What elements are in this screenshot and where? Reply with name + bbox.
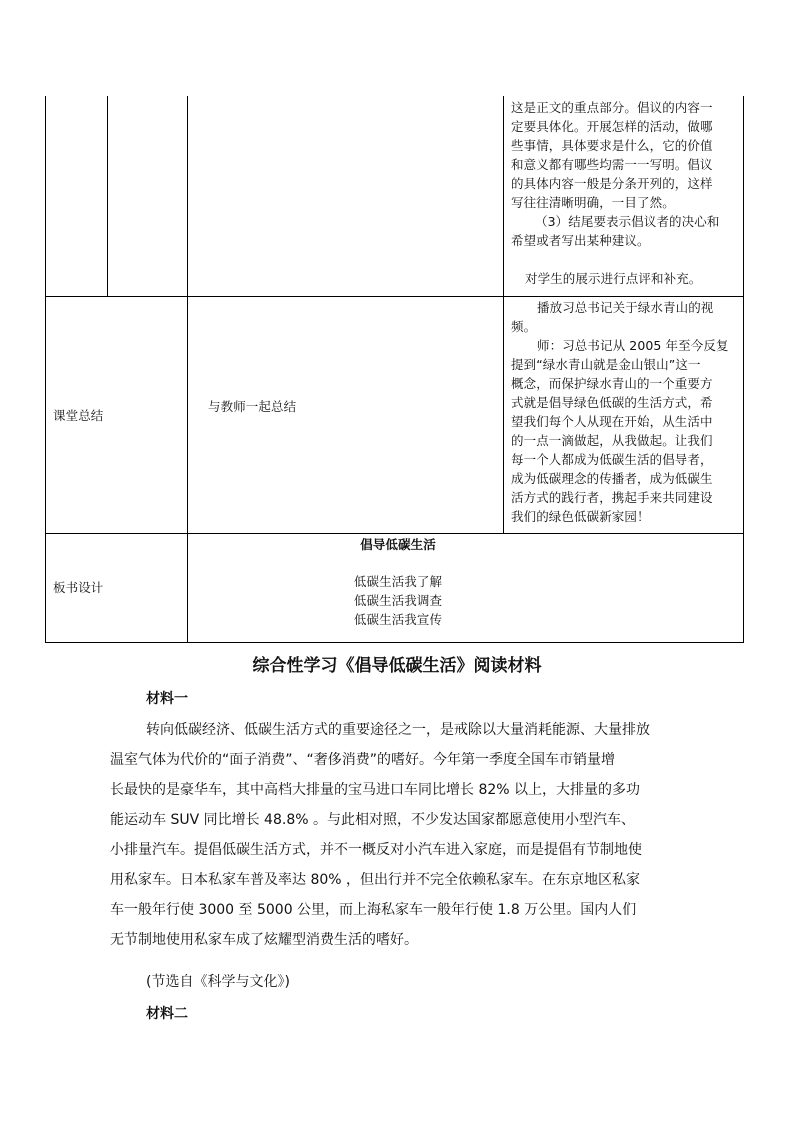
material1-line-7: 车一般年行使 3000 至 5000 公里，而上海私家车一般年行使 1.8 万公里。国内人们 — [110, 902, 637, 918]
row2-line-4: 提到“绿水青山就是金山银山”这一 — [511, 357, 701, 372]
row2-line-6: 式就是倡导绿色低碳的生活方式，希 — [511, 395, 713, 410]
row2-line-3: 师：习总书记从 2005 年至今反复 — [537, 338, 729, 353]
material1-line-5: 小排量汽车。提倡低碳生活方式，并不一概反对小汽车进入家庭，而是提倡有节制地使 — [110, 842, 642, 858]
row2-right-cell — [511, 298, 739, 526]
board-line-2: 低碳生活我调查 — [353, 593, 443, 608]
material1-line-2: 温室气体为代价的“面子消费”、“奢侈消费”的嗜好。今年第一季度全国车市销量增 — [110, 752, 616, 768]
table-row-line-1 — [45, 296, 744, 297]
material1-line-6: 用私家车。日本私家车普及率达 80% ，但出行并不完全依赖私家车。在东京地区私家 — [110, 872, 641, 888]
row1-line-7: （3）结尾要表示倡议者的决心和 — [535, 214, 720, 229]
row2-middle-text: 与教师一起总结 — [208, 399, 297, 414]
row1-right-cell — [511, 98, 739, 288]
row1-line-6: 写往往清晰明确，一目了然。 — [511, 195, 675, 210]
material1-line-4: 能运动车 SUV 同比增长 48.8% 。与此相对照，不少发达国家都愿意使用小型汽车、 — [110, 812, 635, 828]
row2-line-12: 我们的绿色低碳新家园！ — [511, 509, 650, 524]
row1-line-8: 希望或者写出某种建议。 — [511, 233, 650, 248]
reading-title: 综合性学习《倡导低碳生活》阅读材料 — [252, 656, 542, 676]
row2-line-7: 望我们每个人从现在开始，从生活中 — [511, 414, 713, 429]
material1-paragraph — [110, 715, 690, 955]
row2-line-8: 的一点一滴做起，从我做起。让我们 — [511, 433, 713, 448]
row1-line-1: 这是正文的重点部分。倡议的内容一 — [511, 100, 713, 115]
row2-line-11: 活方式的践行者，携起手来共同建设 — [511, 490, 713, 505]
table-row-line-3 — [45, 642, 744, 643]
row3-label: 板书设计 — [53, 580, 104, 595]
row2-line-5: 概念，而保护绿水青山的一个重要方 — [511, 376, 713, 391]
row1-line-2: 定要具体化。开展怎样的活动，做哪 — [511, 119, 713, 134]
table-col-line-3 — [503, 96, 504, 533]
row2-line-2: 频。 — [511, 319, 537, 334]
material1-line-1: 转向低碳经济、低碳生活方式的重要途径之一，是戒除以大量消耗能源、大量排放 — [146, 722, 650, 738]
row2-label: 课堂总结 — [53, 408, 104, 423]
table-row-line-2 — [45, 533, 744, 534]
row2-line-1: 播放习总书记关于绿水青山的视 — [537, 300, 714, 315]
row1-line-4: 和意义都有哪些均需一一写明。倡议 — [511, 157, 713, 172]
board-design-cell — [188, 535, 608, 629]
board-line-1: 低碳生活我了解 — [353, 574, 443, 589]
row2-line-9: 每一个人都成为低碳生活的倡导者， — [511, 452, 713, 467]
board-title: 倡导低碳生活 — [360, 537, 436, 552]
material1-source: (节选自《科学与文化》) — [146, 974, 290, 990]
material1-line-8: 无节制地使用私家车成了炫耀型消费生活的嗜好。 — [110, 932, 418, 948]
material1-heading: 材料一 — [146, 691, 188, 707]
material1-line-3: 长最快的是豪华车，其中高档大排量的宝马进口车同比增长 82% 以上，大排量的多功 — [110, 782, 641, 798]
table-border-left — [45, 96, 46, 643]
row2-line-10: 成为低碳理念的传播者，成为低碳生 — [511, 471, 713, 486]
material2-heading: 材料二 — [146, 1006, 188, 1022]
table-col-line-1 — [107, 96, 108, 296]
row1-line-5: 的具体内容一般是分条开列的，这样 — [511, 176, 713, 191]
row1-comment: 对学生的展示进行点评和补充。 — [525, 271, 702, 286]
table-border-right — [743, 96, 744, 643]
board-line-3: 低碳生活我宣传 — [353, 612, 443, 627]
row1-line-3: 些事情，具体要求是什么，它的价值 — [511, 138, 713, 153]
